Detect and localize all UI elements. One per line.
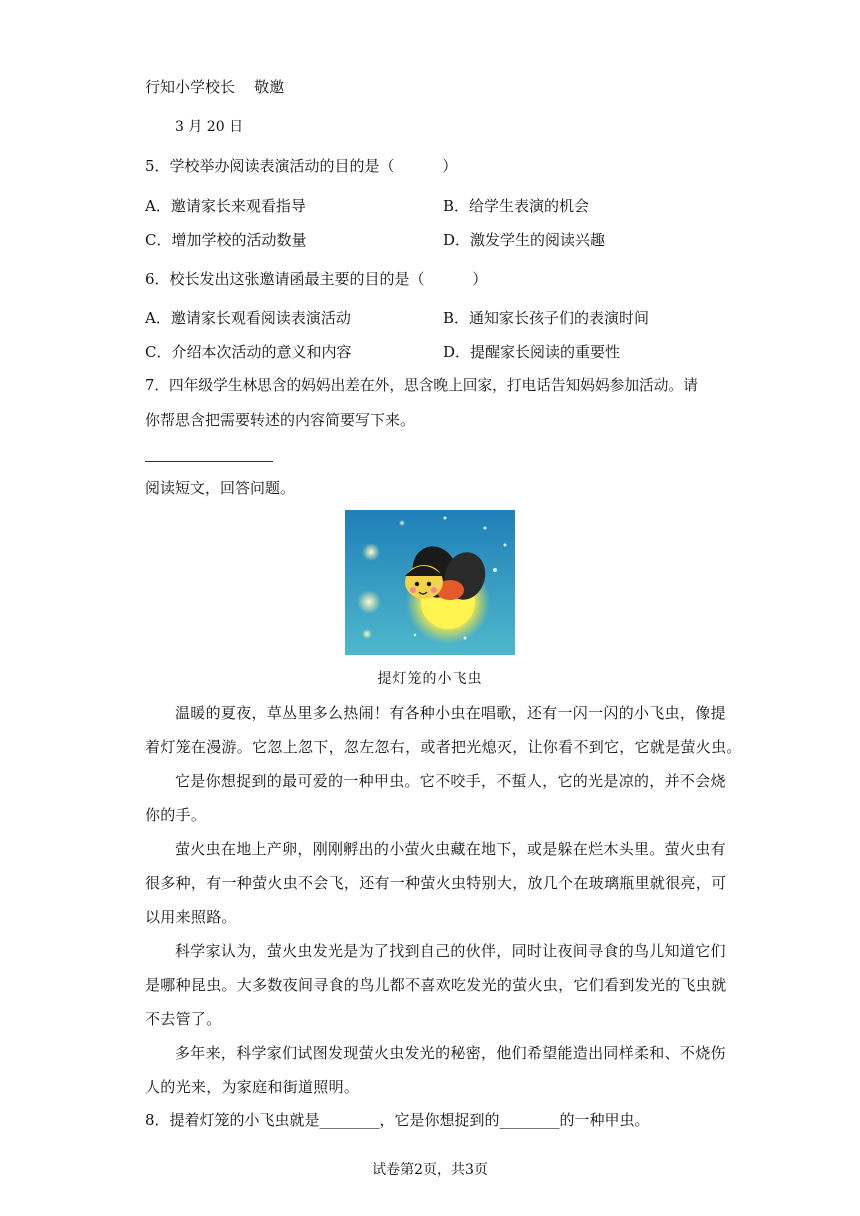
firefly-icon: [345, 510, 515, 655]
question-5-option-d: D．激发学生的阅读兴趣: [443, 231, 606, 249]
signature: 行知小学校长 敬邀: [145, 78, 285, 96]
question-6-option-d: D．提醒家长阅读的重要性: [443, 343, 621, 361]
passage-line: 很多种，有一种萤火虫不会飞，还有一种萤火虫特别大，放几个在玻璃瓶里就很亮，可: [145, 874, 727, 892]
passage-line: 萤火虫在地上产卵，刚刚孵出的小萤火虫藏在地下，或是躲在烂木头里。萤火虫有: [175, 840, 726, 858]
passage-line: 你的手。: [145, 806, 207, 824]
page-footer: 试卷第2页，共3页: [372, 1162, 488, 1178]
passage-title: 提灯笼的小飞虫: [377, 671, 483, 687]
passage-line: 以用来照路。: [145, 908, 237, 926]
question-6-stem: 6．校长发出这张邀请函最主要的目的是（ ）: [145, 270, 488, 288]
passage-line: 不去管了。: [145, 1010, 222, 1028]
question-5-option-a: A．邀请家长来观看指导: [145, 197, 306, 215]
question-5-option-c: C．增加学校的活动数量: [145, 231, 307, 249]
question-5-stem: 5．学校举办阅读表演活动的目的是（ ）: [145, 157, 458, 175]
passage-line: 是哪种昆虫。大多数夜间寻食的鸟儿都不喜欢吃发光的萤火虫，它们看到发光的飞虫就: [145, 976, 727, 994]
question-6-option-b: B．通知家长孩子们的表演时间: [443, 309, 650, 327]
date: 3 月 20 日: [175, 119, 244, 135]
question-6-option-c: C．介绍本次活动的意义和内容: [145, 343, 352, 361]
firefly-illustration: [345, 510, 515, 655]
passage-line: 着灯笼在漫游。它忽上忽下，忽左忽右，或者把光熄灭，让你看不到它，它就是萤火虫。: [145, 738, 742, 756]
answer-blank-line: [145, 461, 273, 462]
reading-intro: 阅读短文，回答问题。: [145, 479, 296, 497]
question-8: 8．提着灯笼的小飞虫就是________，它是你想捉到的________的一种甲虫。: [145, 1111, 650, 1129]
question-6-option-a: A．邀请家长观看阅读表演活动: [145, 309, 351, 327]
question-5-option-b: B．给学生表演的机会: [443, 197, 590, 215]
question-7-line-2: 你帮思含把需要转述的内容简要写下来。: [145, 411, 416, 429]
passage-line: 温暖的夏夜，草丛里多么热闹！有各种小虫在唱歌，还有一闪一闪的小飞虫，像提: [175, 704, 726, 722]
passage-line: 科学家认为，萤火虫发光是为了找到自己的伙伴，同时让夜间寻食的鸟儿知道它们: [175, 942, 726, 960]
passage-line: 多年来，科学家们试图发现萤火虫发光的秘密，他们希望能造出同样柔和、不烧伤: [175, 1044, 726, 1062]
passage-line: 它是你想捉到的最可爱的一种甲虫。它不咬手，不蜇人，它的光是凉的，并不会烧: [175, 772, 726, 790]
question-7-line-1: 7．四年级学生林思含的妈妈出差在外，思含晚上回家，打电话告知妈妈参加活动。请: [145, 377, 698, 394]
passage-line: 人的光来，为家庭和街道照明。: [145, 1078, 360, 1096]
